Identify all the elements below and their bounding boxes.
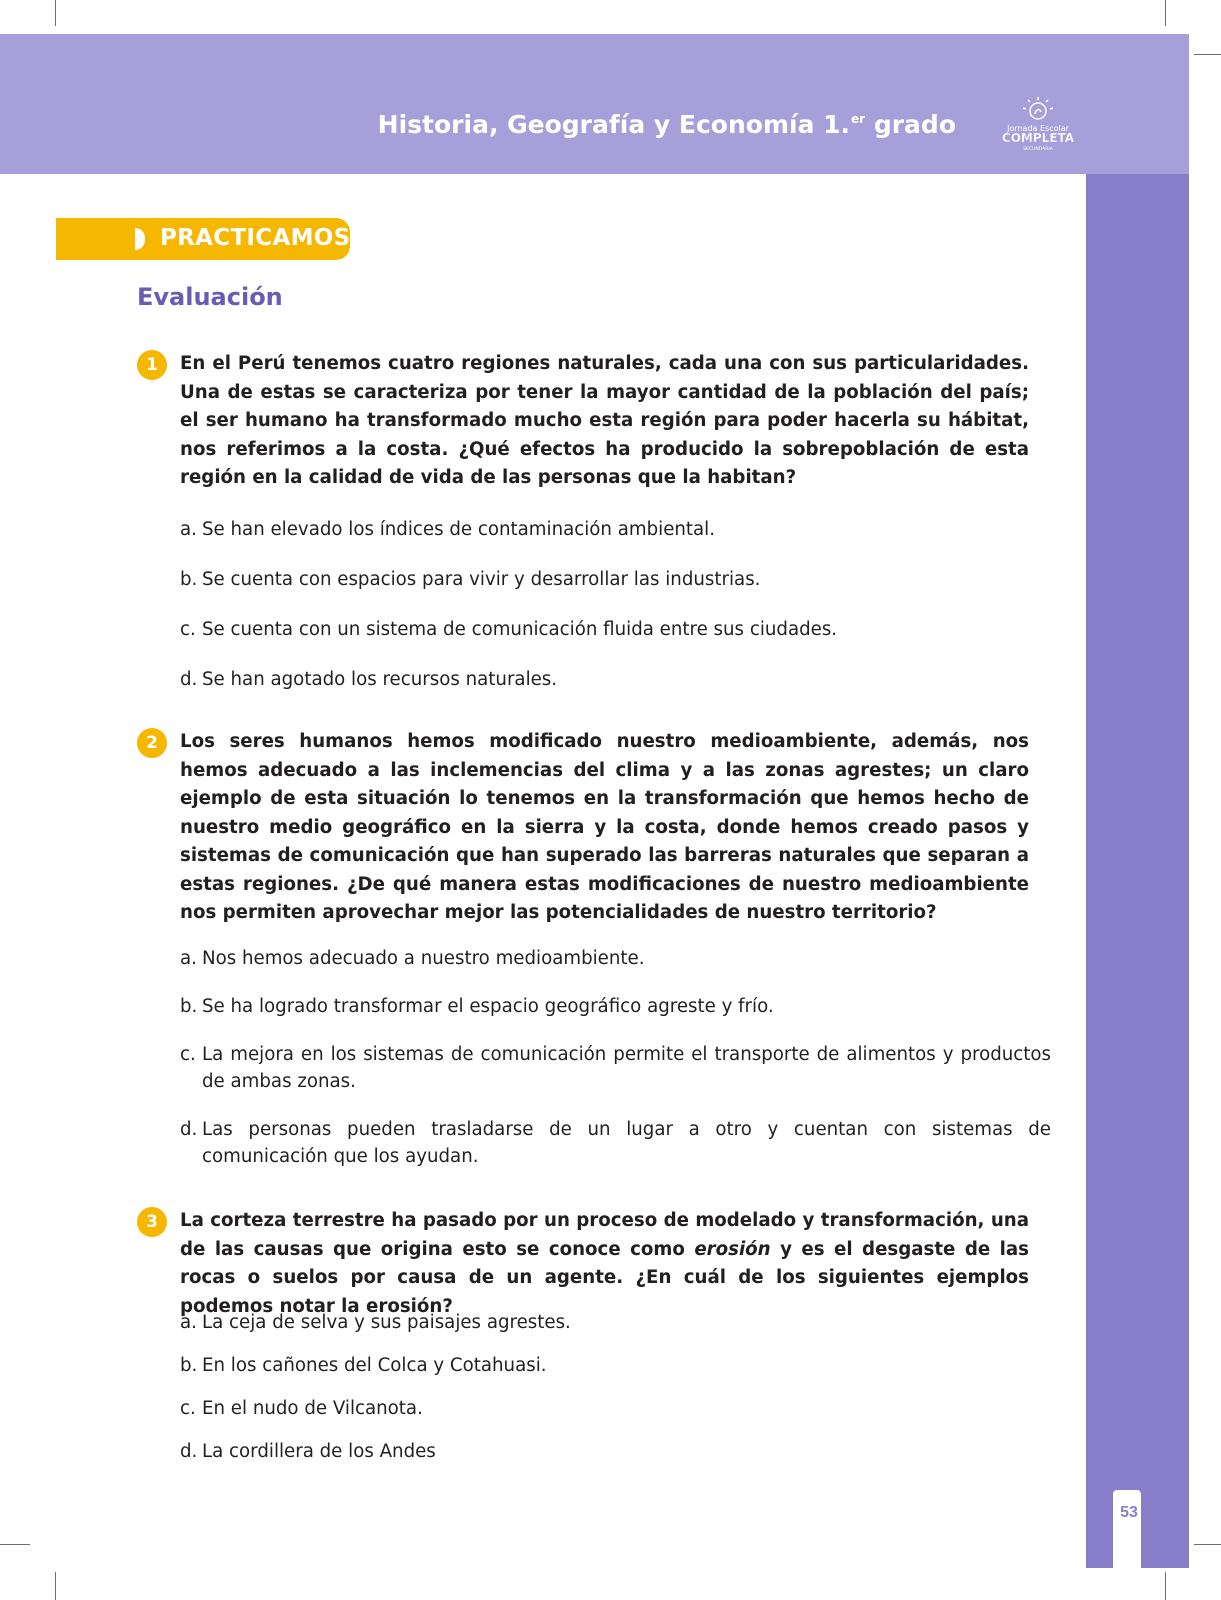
option-letter: b.	[180, 996, 198, 1017]
option-letter: d.	[180, 1119, 198, 1140]
question-1-option-d[interactable]	[180, 666, 1051, 693]
question-1-option-a[interactable]	[180, 516, 1051, 543]
section-tab-label: PRACTICAMOS	[160, 225, 351, 251]
question-number-badge: 2	[137, 728, 167, 758]
option-letter: c.	[180, 619, 196, 640]
question-1-option-b[interactable]	[180, 566, 1051, 593]
header-title-main: Historia, Geografía y Economía 1.	[377, 110, 851, 139]
header-title	[378, 110, 956, 139]
option-letter: a.	[180, 519, 197, 540]
header-title-superscript: er	[851, 112, 866, 126]
crop-mark	[0, 1544, 30, 1545]
crop-mark	[1194, 54, 1221, 55]
question-2-option-a[interactable]	[180, 945, 1051, 972]
option-letter: a.	[180, 1312, 197, 1333]
option-text: En el nudo de Vilcanota.	[202, 1398, 423, 1419]
crop-mark	[1165, 0, 1166, 26]
option-letter: a.	[180, 948, 197, 969]
option-letter: c.	[180, 1044, 196, 1065]
option-text: Se han agotado los recursos naturales.	[202, 669, 558, 690]
question-3-text-end: y es el desgaste de las rocas o suelos por causa de un agente. ¿En cuál de los siguientes ejemplos podemos notar la erosión?	[180, 1238, 1029, 1317]
page-number: 53	[1120, 1504, 1138, 1521]
option-letter: b.	[180, 1355, 198, 1376]
question-3-text	[180, 1207, 1029, 1321]
option-letter: d.	[180, 1441, 198, 1462]
question-3-option-a[interactable]	[180, 1309, 1051, 1336]
header-title-end: grado	[873, 110, 956, 139]
option-text: En los cañones del Colca y Cotahuasi.	[202, 1355, 547, 1376]
page-number-tab	[1113, 1490, 1141, 1568]
question-3-option-c[interactable]	[180, 1395, 1051, 1422]
logo-line-3: SECUNDARIA	[1023, 147, 1053, 152]
option-text: Las personas pueden trasladarse de un lugar a otro y cuentan con sistemas de comunicación que los ayudan.	[202, 1119, 1051, 1167]
question-number-badge: 3	[137, 1207, 167, 1237]
option-text: Se cuenta con espacios para vivir y desarrollar las industrias.	[202, 569, 761, 590]
jornada-escolar-logo	[996, 96, 1080, 156]
question-number-badge: 1	[137, 350, 167, 380]
tab-marker-icon	[135, 228, 145, 250]
section-tab	[56, 218, 350, 260]
option-text: Nos hemos adecuado a nuestro medioambiente.	[202, 948, 645, 969]
option-text: La cordillera de los Andes	[202, 1441, 436, 1462]
option-text: Se han elevado los índices de contaminación ambiental.	[202, 519, 716, 540]
question-3-text-start: La corteza terrestre ha pasado por un proceso de modelado y transformación, una de las causas que origina esto se conoce como	[180, 1210, 1029, 1260]
side-bar	[1086, 174, 1189, 1568]
question-3-text-emphasis: erosión	[694, 1238, 771, 1260]
option-letter: b.	[180, 569, 198, 590]
crop-mark	[1194, 1544, 1221, 1545]
question-2-option-b[interactable]	[180, 993, 1051, 1020]
evaluation-title: Evaluación	[137, 283, 283, 311]
question-1-text: En el Perú tenemos cuatro regiones naturales, cada una con sus particularidades. Una de estas se caracteriza por tener la mayor cantidad de la población del país; el ser humano ha transformado mucho esta región para poder hacerla su hábitat, nos referimos a la costa. ¿Qué efectos ha producido la sobrepoblación de esta región en la calidad de vida de las personas que la habitan?	[180, 353, 1029, 488]
option-letter: d.	[180, 669, 198, 690]
sun-icon	[1023, 97, 1053, 119]
option-letter: c.	[180, 1398, 196, 1419]
question-2-option-d[interactable]	[180, 1116, 1051, 1170]
option-text: Se ha logrado transformar el espacio geográfico agreste y frío.	[202, 996, 774, 1017]
crop-mark	[55, 1572, 56, 1600]
question-3-option-d[interactable]	[180, 1438, 1051, 1465]
question-2-text: Los seres humanos hemos modificado nuestro medioambiente, además, nos hemos adecuado a las inclemencias del clima y a las zonas agrestes; un claro ejemplo de esta situación lo tenemos en la transformación que hemos hecho de nuestro medio geográfico en la sierra y la costa, donde hemos creado pasos y sistemas de comunicación que han superado las barreras naturales que separan a estas regiones. ¿De qué manera estas modificaciones de nuestro medioambiente nos permiten aprovechar mejor las potencialidades de nuestro territorio?	[180, 731, 1029, 923]
option-text: La ceja de selva y sus paisajes agrestes.	[202, 1312, 571, 1333]
logo-line-1: Jornada Escolar	[1007, 124, 1069, 133]
logo-line-2: COMPLETA	[1001, 131, 1075, 145]
crop-mark	[55, 0, 56, 26]
question-2-option-c[interactable]	[180, 1041, 1051, 1095]
option-text: Se cuenta con un sistema de comunicación fluida entre sus ciudades.	[202, 619, 838, 640]
question-1-option-c[interactable]	[180, 616, 1051, 643]
question-3-option-b[interactable]	[180, 1352, 1051, 1379]
option-text: La mejora en los sistemas de comunicación permite el transporte de alimentos y productos de ambas zonas.	[202, 1044, 1051, 1092]
crop-mark	[1165, 1572, 1166, 1600]
